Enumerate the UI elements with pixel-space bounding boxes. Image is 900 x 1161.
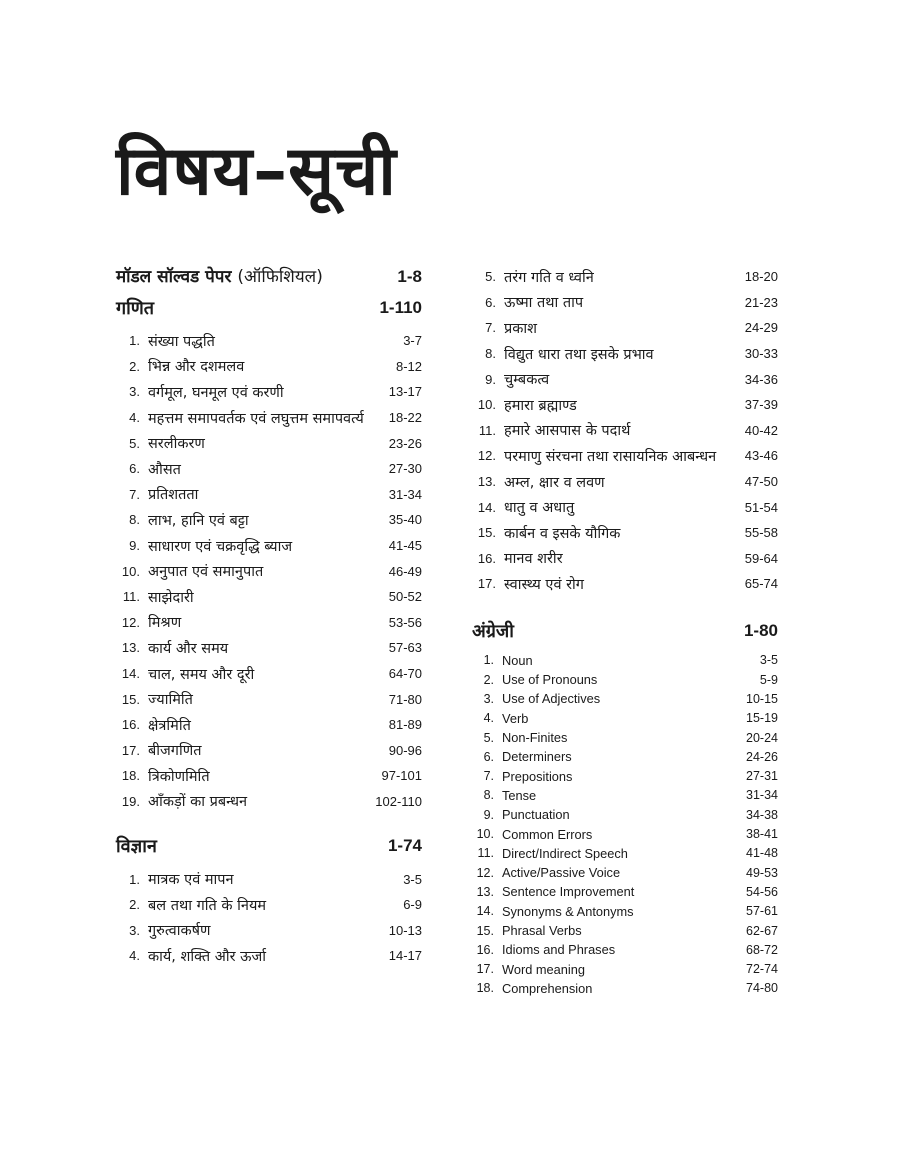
toc-entry-pages: 21-23 [744, 294, 778, 310]
toc-entry-label: औसत [148, 461, 181, 478]
toc-entry[interactable] [472, 940, 778, 959]
toc-entry-pages: 10-15 [746, 691, 778, 706]
toc-entry[interactable] [116, 558, 422, 584]
toc-entry-number: 14. [476, 904, 494, 919]
toc-entry-number: 7. [129, 486, 140, 502]
toc-entry-left [116, 895, 266, 915]
toc-entry-number: 16. [121, 717, 140, 733]
toc-entry-left [472, 981, 592, 996]
toc-entry-pages: 35-40 [388, 512, 422, 528]
toc-entry-pages: 3-5 [759, 653, 778, 668]
toc-entry-number: 14. [477, 499, 496, 515]
toc-entry-left [472, 711, 528, 726]
toc-entry-label: तरंग गति व ध्वनि [504, 269, 594, 286]
toc-entry-left [116, 740, 201, 760]
toc-entry-number: 8. [483, 788, 494, 803]
toc-entry-label: चुम्बकत्व [504, 372, 550, 389]
toc-entry-number: 10. [121, 563, 140, 579]
toc-entry-number: 4. [129, 948, 140, 964]
model-paper-label: मॉडल सॉल्वड पेपर [116, 267, 232, 287]
toc-entry-left [116, 766, 210, 786]
model-paper-heading [116, 264, 323, 287]
toc-entry-pages: 90-96 [388, 742, 422, 758]
toc-entry-label: मात्रक एवं मापन [148, 872, 234, 889]
section-heading-science[interactable] [116, 828, 422, 864]
toc-entry-number: 5. [483, 730, 494, 745]
toc-entry-left [472, 420, 630, 440]
toc-entry-label: Verb [502, 710, 529, 726]
toc-entry[interactable] [472, 863, 778, 882]
toc-entry[interactable] [116, 686, 422, 712]
toc-entry-label: Use of Adjectives [502, 691, 601, 707]
toc-entry-pages: 30-33 [744, 346, 778, 362]
toc-entry-label: धातु व अधातु [504, 500, 575, 517]
toc-entry[interactable] [472, 689, 778, 708]
toc-entry-label: ज्यामिति [148, 692, 193, 709]
toc-entry[interactable] [472, 805, 778, 824]
toc-entry-left [472, 769, 572, 784]
toc-entry[interactable] [116, 661, 422, 687]
toc-entry-label: Phrasal Verbs [502, 923, 582, 939]
toc-entry[interactable] [116, 405, 422, 431]
toc-entry-pages: 68-72 [746, 942, 778, 957]
toc-entry-pages: 57-61 [746, 904, 778, 919]
toc-entry-label: Synonyms & Antonyms [502, 903, 634, 919]
toc-entry-left [116, 612, 181, 632]
toc-entry-number: 10. [476, 827, 494, 842]
toc-entry-number: 17. [121, 742, 140, 758]
toc-entry[interactable] [472, 341, 778, 367]
toc-entry-number: 5. [129, 435, 140, 451]
toc-entry[interactable] [472, 520, 778, 546]
toc-entry-label: Common Errors [502, 826, 593, 842]
toc-entry-left [472, 574, 584, 594]
toc-entry-number: 3. [129, 922, 140, 938]
toc-entry-left [472, 548, 563, 568]
section-title-science: विज्ञान [116, 836, 157, 858]
toc-entry-pages: 14-17 [388, 948, 422, 964]
toc-entry-number: 8. [485, 346, 496, 362]
toc-entry-pages: 65-74 [744, 576, 778, 592]
toc-entry-pages: 59-64 [744, 550, 778, 566]
model-paper-pages: 1-8 [397, 267, 422, 286]
toc-entry-left [472, 292, 583, 312]
toc-entry-left [116, 587, 194, 607]
toc-entry[interactable] [472, 494, 778, 520]
toc-column-left [116, 264, 422, 969]
toc-entry-pages: 53-56 [388, 614, 422, 630]
toc-entry[interactable] [116, 507, 422, 533]
toc-entry-pages: 97-101 [381, 768, 422, 784]
toc-entry-left [116, 459, 181, 479]
toc-entry-pages: 3-5 [403, 871, 422, 887]
toc-entry-label: Determiners [502, 749, 572, 765]
section-pages-math: 1-110 [379, 298, 422, 317]
toc-entry-left [472, 318, 537, 338]
toc-entry-pages: 5-9 [759, 672, 778, 687]
toc-entry-label: Use of Pronouns [502, 672, 598, 688]
toc-entry-left [472, 446, 716, 466]
toc-entry-left [116, 715, 191, 735]
toc-entry-pages: 34-36 [744, 371, 778, 387]
toc-entry-number: 14. [121, 666, 140, 682]
toc-entry-label: विद्युत धारा तथा इसके प्रभाव [504, 346, 654, 363]
toc-entry[interactable] [472, 728, 778, 747]
toc-entry-left [472, 788, 536, 803]
toc-entry-left [472, 369, 549, 389]
section-heading-english[interactable] [472, 613, 778, 649]
toc-entry-left [472, 267, 594, 287]
toc-entry-number: 16. [476, 942, 494, 957]
section-heading-math[interactable] [116, 290, 422, 326]
toc-entry-left [472, 395, 577, 415]
toc-entry-left [472, 962, 585, 977]
toc-entry-number: 1. [129, 871, 140, 887]
toc-entry-label: प्रतिशतता [148, 487, 199, 504]
toc-entry-label: बल तथा गति के नियम [148, 897, 267, 914]
toc-entry-pages: 64-70 [388, 666, 422, 682]
page-title: विषय–सूची [116, 132, 397, 211]
toc-list-math [116, 328, 422, 814]
toc-entry-label: Comprehension [502, 980, 593, 996]
toc-entry-label: अम्ल, क्षार व लवण [504, 474, 605, 491]
toc-entry-label: चाल, समय और दूरी [148, 666, 255, 683]
toc-entry-number: 7. [483, 769, 494, 784]
toc-entry[interactable] [472, 264, 778, 290]
toc-entry[interactable] [116, 328, 422, 354]
toc-entry-label: Active/Passive Voice [502, 865, 621, 881]
section-pages-english: 1-80 [743, 620, 778, 640]
toc-entry[interactable] [116, 712, 422, 738]
toc-entry-pages: 18-20 [744, 269, 778, 285]
toc-entry-left [116, 382, 284, 402]
toc-entry-number: 6. [483, 749, 494, 764]
toc-entry-label: त्रिकोणमिति [148, 768, 210, 785]
toc-list-science-continued [472, 264, 778, 597]
toc-entry-number: 9. [485, 371, 496, 387]
toc-entry-left [472, 807, 570, 822]
toc-entry-label: Direct/Indirect Speech [502, 845, 628, 861]
toc-entry-left [116, 561, 263, 581]
toc-entry[interactable] [116, 635, 422, 661]
toc-entry-number: 19. [121, 793, 140, 809]
toc-entry-pages: 49-53 [746, 865, 778, 880]
toc-entry-pages: 38-41 [746, 827, 778, 842]
toc-entry-pages: 72-74 [746, 962, 778, 977]
toc-entry-number: 18. [476, 981, 494, 996]
toc-entry[interactable] [472, 882, 778, 901]
toc-entry-label: Idioms and Phrases [502, 942, 616, 958]
toc-entry[interactable] [116, 943, 422, 969]
toc-entry[interactable] [116, 866, 422, 892]
toc-entry[interactable] [116, 584, 422, 610]
toc-entry-label: आँकड़ों का प्रबन्धन [148, 794, 248, 811]
toc-entry-left [472, 691, 600, 706]
toc-entry-label: Non-Finites [502, 730, 568, 746]
toc-entry-label: मानव शरीर [504, 551, 563, 568]
toc-list-english [472, 651, 778, 998]
toc-entry-pages: 3-7 [403, 333, 422, 349]
toc-entry-number: 1. [483, 653, 494, 668]
toc-entry[interactable] [116, 763, 422, 789]
toc-entry[interactable] [472, 786, 778, 805]
toc-entry-label: हमारे आसपास के पदार्थ [504, 423, 631, 440]
toc-entry-pages: 18-22 [388, 410, 422, 426]
toc-entry[interactable] [472, 902, 778, 921]
toc-entry-pages: 62-67 [746, 923, 778, 938]
toc-entry-left [116, 408, 364, 428]
toc-entry-label: वर्गमूल, घनमूल एवं करणी [148, 384, 284, 401]
toc-entry-number: 11. [477, 846, 494, 861]
toc-entry-pages: 34-38 [746, 807, 778, 822]
toc-entry[interactable] [472, 290, 778, 316]
toc-entry-number: 3. [483, 691, 494, 706]
toc-entry[interactable] [116, 789, 422, 815]
toc-entry-left [116, 638, 228, 658]
toc-entry[interactable] [116, 456, 422, 482]
toc-entry-pages: 43-46 [744, 448, 778, 464]
toc-entry-pages: 46-49 [388, 563, 422, 579]
toc-entry-number: 13. [477, 474, 496, 490]
toc-entry-label: Punctuation [502, 807, 570, 823]
toc-entry-left [472, 653, 533, 668]
toc-entry[interactable] [116, 610, 422, 636]
toc-entry[interactable] [472, 315, 778, 341]
toc-entry-number: 13. [121, 640, 140, 656]
toc-entry-label: अनुपात एवं समानुपात [148, 564, 264, 581]
toc-entry-pages: 71-80 [388, 691, 422, 707]
toc-entry-number: 3. [129, 384, 140, 400]
toc-entry-number: 2. [129, 358, 140, 374]
toc-entry[interactable] [472, 670, 778, 689]
toc-entry-pages: 81-89 [388, 717, 422, 733]
toc-entry-pages: 24-26 [746, 749, 778, 764]
toc-entry-left [116, 484, 198, 504]
toc-entry[interactable] [116, 917, 422, 943]
section-gap [116, 814, 422, 828]
toc-entry-left [116, 664, 254, 684]
toc-entry-left [116, 536, 292, 556]
toc-entry-left [472, 730, 567, 745]
toc-entry-label: सरलीकरण [148, 436, 205, 453]
toc-entry-number: 4. [483, 711, 494, 726]
toc-entry-pages: 31-34 [746, 788, 778, 803]
toc-entry-label: Prepositions [502, 768, 573, 784]
toc-entry[interactable] [472, 443, 778, 469]
toc-entry-number: 12. [476, 865, 494, 880]
toc-entry-model-paper[interactable] [116, 264, 422, 290]
toc-entry-label: प्रकाश [504, 320, 538, 337]
toc-entry-pages: 41-48 [746, 846, 778, 861]
toc-entry-number: 2. [129, 897, 140, 913]
section-title-english: अंग्रेजी [472, 620, 514, 642]
toc-entry-label: संख्या पद्धति [148, 333, 215, 350]
toc-entry[interactable] [116, 379, 422, 405]
toc-entry-left [116, 946, 266, 966]
toc-entry-label: ऊष्मा तथा ताप [504, 295, 584, 312]
toc-entry-pages: 27-31 [746, 769, 778, 784]
toc-entry-number: 12. [477, 448, 496, 464]
toc-entry[interactable] [472, 844, 778, 863]
model-paper-note: (ऑफिशियल) [237, 267, 323, 287]
toc-entry-pages: 54-56 [746, 884, 778, 899]
toc-entry-left [116, 791, 247, 811]
toc-entry[interactable] [472, 546, 778, 572]
toc-entry-pages: 15-19 [746, 711, 778, 726]
toc-entry-pages: 102-110 [375, 793, 422, 809]
toc-entry-number: 15. [477, 525, 496, 541]
toc-entry-number: 4. [129, 410, 140, 426]
toc-entry-left [472, 846, 628, 861]
toc-entry-number: 7. [485, 320, 496, 336]
toc-entry[interactable] [472, 709, 778, 728]
toc-entry-number: 15. [121, 691, 140, 707]
section-title-math: गणित [116, 298, 155, 319]
toc-entry-number: 17. [477, 576, 496, 592]
toc-entry-pages: 57-63 [388, 640, 422, 656]
toc-entry-left [472, 344, 654, 364]
toc-entry-number: 13. [476, 884, 494, 899]
toc-entry[interactable] [116, 892, 422, 918]
toc-entry-label: परमाणु संरचना तथा रासायनिक आबन्धन [504, 448, 717, 465]
toc-entry-number: 8. [129, 512, 140, 528]
toc-entry[interactable] [472, 824, 778, 843]
toc-entry-label: लाभ, हानि एवं बट्टा [148, 512, 249, 529]
toc-entry-left [116, 510, 249, 530]
toc-entry-left [116, 356, 244, 376]
toc-entry-pages: 24-29 [744, 320, 778, 336]
toc-entry-pages: 31-34 [388, 486, 422, 502]
toc-entry-number: 11. [122, 589, 140, 605]
toc-entry-number: 5. [485, 269, 496, 285]
toc-entry-pages: 6-9 [403, 897, 422, 913]
toc-entry-label: हमारा ब्रह्माण्ड [504, 397, 577, 414]
toc-entry-number: 15. [476, 923, 494, 938]
toc-entry-left [472, 749, 572, 764]
toc-entry-left [472, 827, 592, 842]
toc-entry-pages: 37-39 [744, 397, 778, 413]
toc-entry-left [116, 689, 193, 709]
toc-entry-left [472, 523, 620, 543]
toc-entry[interactable] [116, 354, 422, 380]
toc-entry-label: गुरुत्वाकर्षण [148, 923, 211, 940]
toc-entry[interactable] [472, 469, 778, 495]
toc-entry-number: 6. [129, 461, 140, 477]
section-pages-science: 1-74 [387, 836, 422, 856]
toc-entry-pages: 55-58 [744, 525, 778, 541]
toc-entry-pages: 27-30 [388, 461, 422, 477]
toc-entry-label: भिन्न और दशमलव [148, 359, 245, 376]
toc-entry[interactable] [116, 482, 422, 508]
toc-entry-pages: 20-24 [746, 730, 778, 745]
toc-entry-number: 16. [477, 550, 496, 566]
toc-entry[interactable] [472, 979, 778, 998]
toc-entry[interactable] [472, 767, 778, 786]
toc-entry-label: Noun [502, 652, 533, 668]
toc-entry[interactable] [116, 430, 422, 456]
toc-entry-label: Tense [502, 787, 537, 803]
toc-entry[interactable] [472, 651, 778, 670]
toc-entry-number: 12. [121, 614, 140, 630]
toc-entry-label: साझेदारी [148, 589, 194, 606]
toc-entry-number: 11. [478, 422, 496, 438]
toc-entry-pages: 74-80 [746, 981, 778, 996]
toc-entry-label: Sentence Improvement [502, 884, 635, 900]
toc-entry[interactable] [116, 533, 422, 559]
toc-entry-left [116, 920, 211, 940]
toc-entry-label: मिश्रण [148, 615, 182, 632]
toc-entry-label: साधारण एवं चक्रवृद्धि ब्याज [148, 538, 293, 555]
toc-entry-left [472, 672, 597, 687]
toc-entry-label: स्वास्थ्य एवं रोग [504, 576, 584, 593]
toc-column-right [472, 262, 778, 998]
toc-entry-pages: 51-54 [744, 499, 778, 515]
toc-entry-left [472, 904, 634, 919]
toc-entry-pages: 23-26 [388, 435, 422, 451]
toc-entry-number: 9. [483, 807, 494, 822]
toc-entry[interactable] [472, 747, 778, 766]
toc-entry-number: 2. [483, 672, 494, 687]
toc-entry-left [472, 497, 574, 517]
toc-entry-left [472, 942, 615, 957]
toc-entry[interactable] [472, 418, 778, 444]
toc-entry-number: 17. [476, 962, 494, 977]
toc-entry-left [472, 923, 582, 938]
toc-entry-number: 6. [485, 294, 496, 310]
toc-entry-pages: 13-17 [388, 384, 422, 400]
toc-entry-pages: 10-13 [388, 922, 422, 938]
toc-entry-label: कार्बन व इसके यौगिक [504, 525, 621, 542]
toc-entry[interactable] [472, 392, 778, 418]
toc-entry[interactable] [472, 571, 778, 597]
toc-entry-number: 1. [129, 333, 140, 349]
section-gap [472, 597, 778, 613]
toc-entry-left [116, 433, 205, 453]
toc-entry-left [472, 884, 634, 899]
toc-entry-left [472, 865, 620, 880]
toc-entry-label: महत्तम समापवर्तक एवं लघुत्तम समापवर्त्य [148, 410, 364, 427]
toc-entry-number: 9. [129, 538, 140, 554]
toc-entry-pages: 8-12 [395, 358, 422, 374]
toc-entry[interactable] [472, 921, 778, 940]
toc-entry-pages: 41-45 [388, 538, 422, 554]
toc-entry-label: क्षेत्रमिति [148, 717, 191, 734]
toc-list-science [116, 866, 422, 968]
toc-entry[interactable] [472, 959, 778, 978]
toc-entry-pages: 50-52 [388, 589, 422, 605]
toc-entry-left [116, 869, 234, 889]
toc-entry-label: Word meaning [502, 961, 585, 977]
toc-entry[interactable] [116, 738, 422, 764]
toc-entry-number: 18. [121, 768, 140, 784]
toc-entry-left [472, 472, 605, 492]
toc-entry-label: कार्य और समय [148, 640, 229, 657]
toc-entry-label: कार्य, शक्ति और ऊर्जा [148, 948, 267, 965]
toc-entry-number: 10. [477, 397, 496, 413]
toc-entry-left [116, 331, 215, 351]
toc-entry-pages: 47-50 [744, 474, 778, 490]
toc-entry[interactable] [472, 366, 778, 392]
toc-entry-label: बीजगणित [148, 743, 202, 760]
toc-entry-pages: 40-42 [744, 422, 778, 438]
